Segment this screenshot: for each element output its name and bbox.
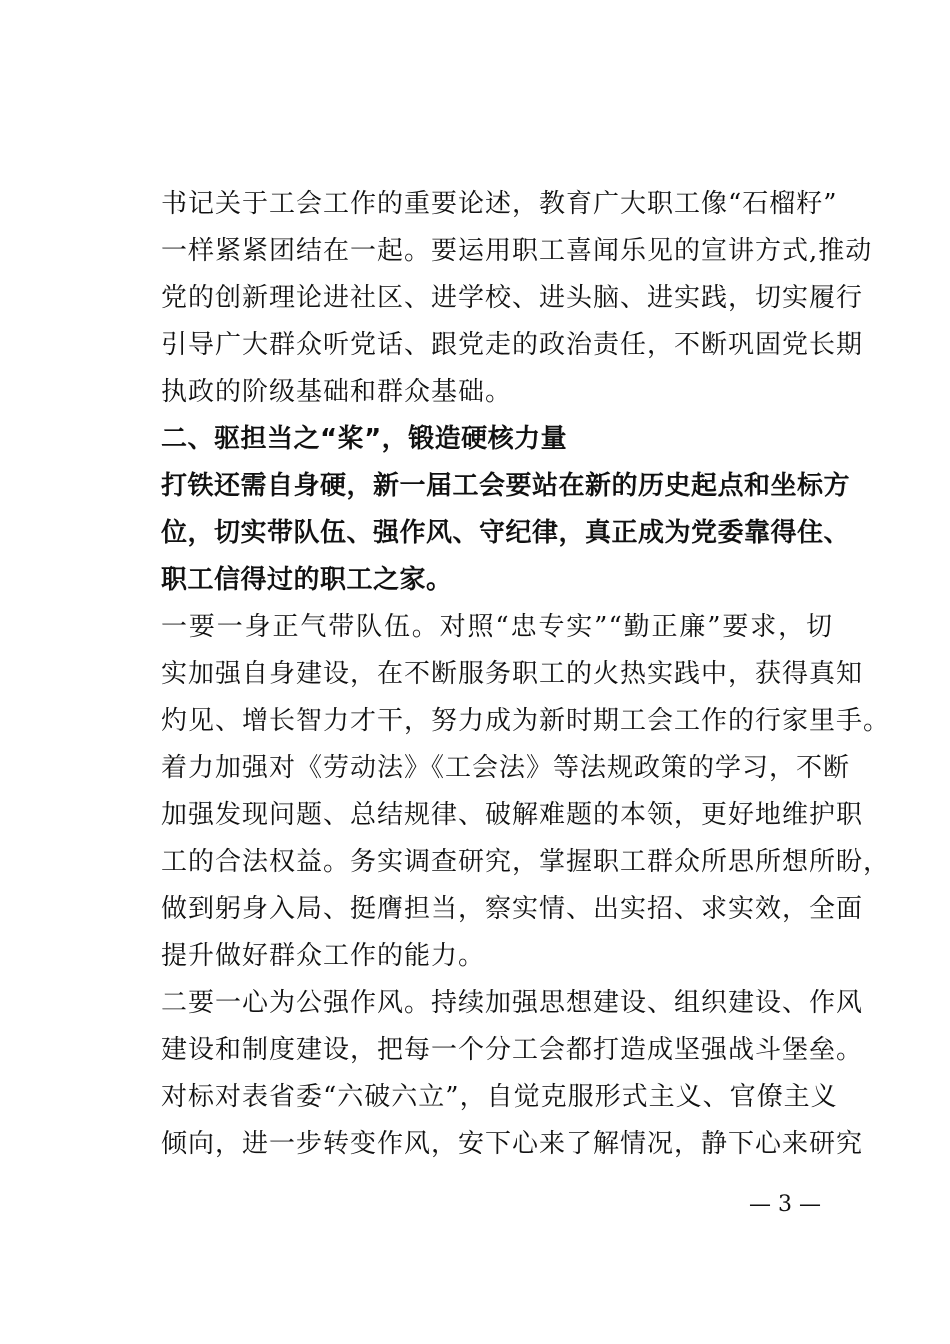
body-line: 对标对表省委“六破六立”，自觉克服形式主义、官僚主义 — [161, 1082, 838, 1112]
bold-summary-line: 位，切实带队伍、强作风、守纪律，真正成为党委靠得住、 — [161, 518, 851, 548]
body-line: 二要一心为公强作风。持续加强思想建设、组织建设、作风 — [161, 988, 864, 1018]
document-body — [161, 181, 891, 1168]
body-line: 一样紧紧团结在一起。要运用职工喜闻乐见的宣讲方式,推动 — [161, 236, 873, 266]
body-line: 实加强自身建设，在不断服务职工的火热实践中，获得真知 — [161, 659, 864, 689]
body-line: 做到躬身入局、挺膺担当，察实情、出实招、求实效，全面 — [161, 894, 864, 924]
body-line: 倾向，进一步转变作风，安下心来了解情况，静下心来研究 — [161, 1129, 864, 1159]
section-heading: 二、驱担当之“桨”，锻造硬核力量 — [161, 424, 568, 454]
body-line: 一要一身正气带队伍。对照“忠专实”“勤正廉”要求，切 — [161, 612, 833, 642]
bold-summary-line: 职工信得过的职工之家。 — [161, 565, 453, 595]
body-line: 灼见、增长智力才干，努力成为新时期工会工作的行家里手。 — [161, 706, 891, 736]
body-line: 引导广大群众听党话、跟党走的政治责任，不断巩固党长期 — [161, 330, 864, 360]
body-line: 加强发现问题、总结规律、破解难题的本领，更好地维护职 — [161, 800, 864, 830]
body-line: 工的合法权益。务实调查研究，掌握职工群众所思所想所盼， — [161, 847, 891, 877]
page-number: — 3 — — [749, 1192, 821, 1217]
body-line: 着力加强对《劳动法》《工会法》等法规政策的学习，不断 — [161, 753, 851, 783]
body-line: 建设和制度建设，把每一个分工会都打造成坚强战斗堡垒。 — [161, 1035, 864, 1065]
body-line: 执政的阶级基础和群众基础。 — [161, 377, 513, 407]
bold-summary-line: 打铁还需自身硬，新一届工会要站在新的历史起点和坐标方 — [161, 471, 851, 501]
body-line: 党的创新理论进社区、进学校、进头脑、进实践，切实履行 — [161, 283, 864, 313]
body-line: 书记关于工会工作的重要论述，教育广大职工像“石榴籽” — [161, 189, 838, 219]
body-line: 提升做好群众工作的能力。 — [161, 941, 486, 971]
